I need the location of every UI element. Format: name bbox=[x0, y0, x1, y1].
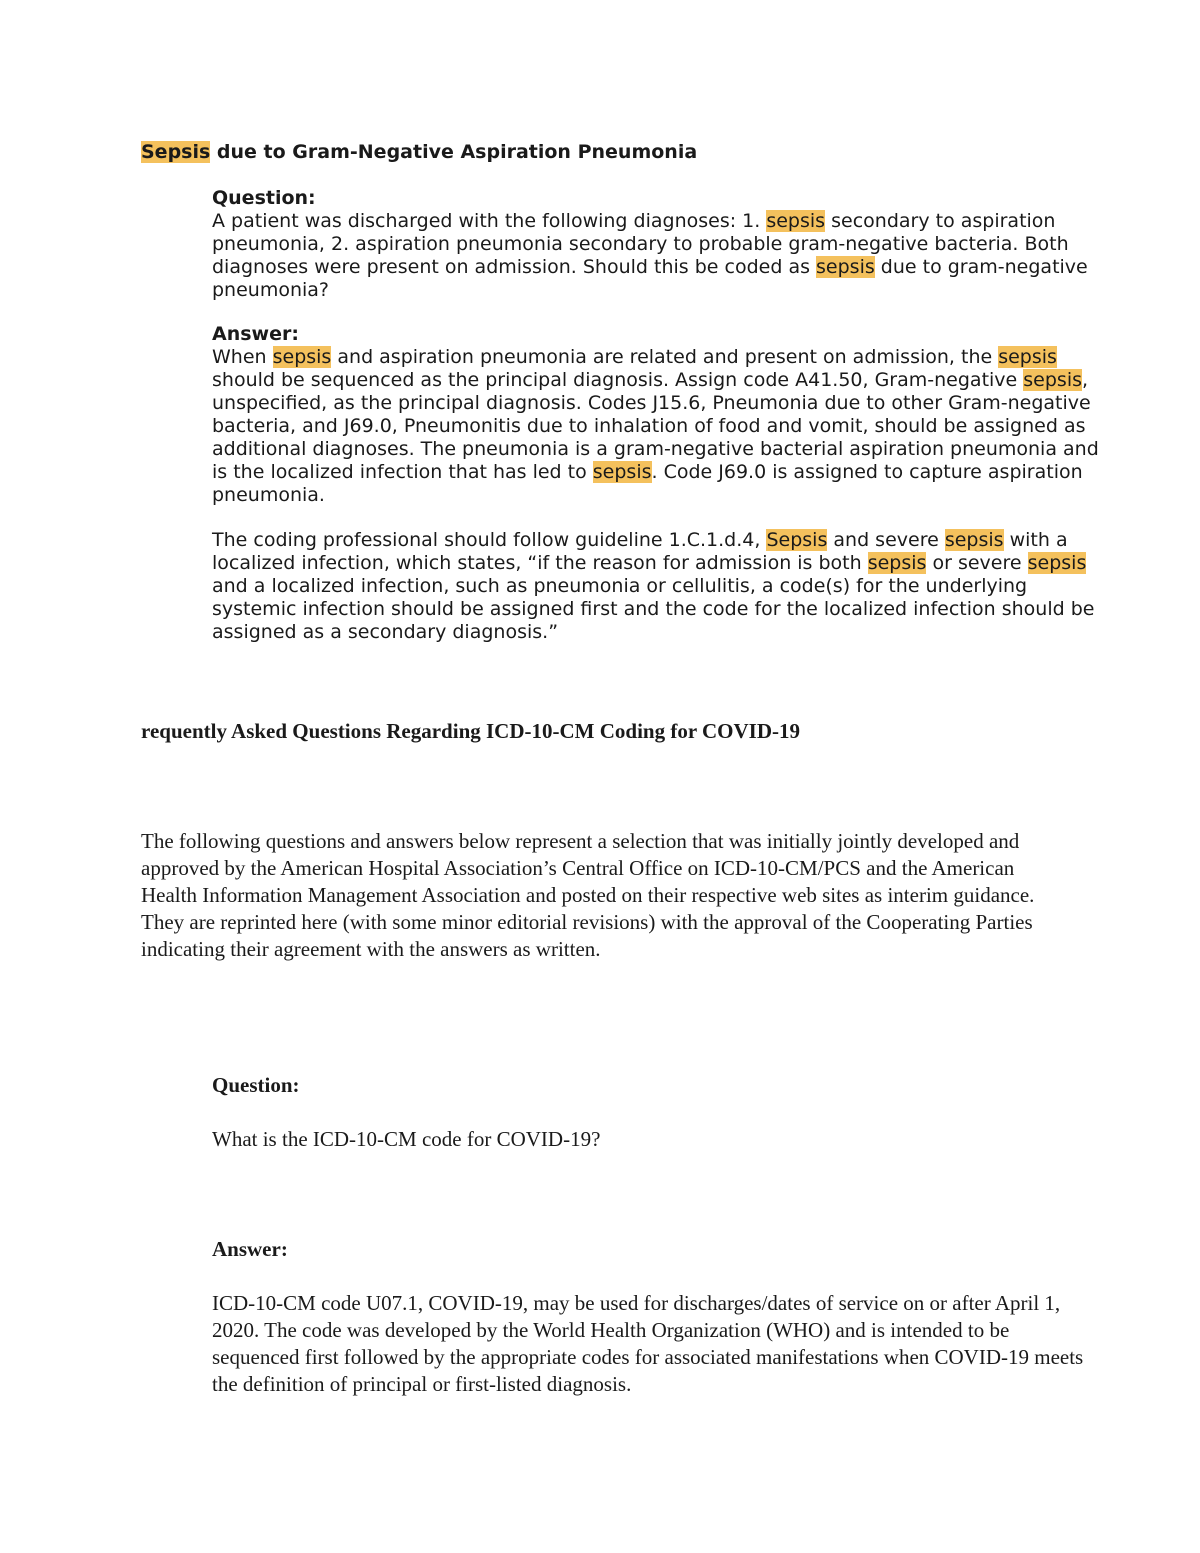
highlighted-term: sepsis bbox=[1027, 552, 1087, 574]
title-text: due to Gram-Negative Aspiration Pneumonia bbox=[210, 141, 698, 163]
text-segment: with a localized infection, which states, “if the reason for admission is both bbox=[212, 529, 1068, 574]
text-segment: A patient was discharged with the following diagnoses: 1. bbox=[212, 210, 767, 232]
highlighted-term: sepsis bbox=[592, 461, 652, 483]
covid-answer-label: Answer: bbox=[212, 1237, 288, 1261]
highlighted-term: sepsis bbox=[1023, 369, 1083, 391]
highlighted-term: Sepsis bbox=[766, 529, 828, 551]
covid-answer-text: ICD-10-CM code U07.1, COVID-19, may be used for discharges/dates of service on or after April 1, 2020. The code was developed by the World Health Organization (WHO) and is intended to be sequenced first followed by the appropriate codes for associated manifestations when COVID-19 meets the definition of principal or first-listed diagnosis. bbox=[212, 1291, 1084, 1396]
answer-label: Answer: bbox=[212, 323, 299, 345]
text-segment: When bbox=[212, 346, 273, 368]
text-segment: and severe bbox=[827, 529, 945, 551]
text-segment: should be sequenced as the principal diagnosis. Assign code A41.50, Gram-negative bbox=[212, 369, 1024, 391]
answer-paragraph bbox=[212, 346, 1112, 507]
highlighted-term: sepsis bbox=[272, 346, 332, 368]
text-segment: secondary to aspiration pneumonia, 2. aspiration pneumonia secondary to probable gram-negative bacteria. Both diagnoses were present on admission. Should this be coded as bbox=[212, 210, 1069, 278]
text-segment: or severe bbox=[926, 552, 1028, 574]
text-segment: and aspiration pneumonia are related and present on admission, the bbox=[331, 346, 999, 368]
question-paragraph bbox=[212, 210, 1112, 302]
text-segment: and a localized infection, such as pneumonia or cellulitis, a code(s) for the underlying systemic infection should be assigned first and the code for the localized infection should be assigned as a secondary diagnosis.” bbox=[212, 575, 1095, 643]
guideline-paragraph bbox=[212, 529, 1112, 644]
covid-question-label: Question: bbox=[212, 1073, 300, 1097]
highlighted-term: sepsis bbox=[944, 529, 1004, 551]
answer-block bbox=[212, 323, 1112, 507]
highlighted-term: sepsis bbox=[816, 256, 875, 278]
section-title-sepsis bbox=[141, 141, 1101, 164]
highlighted-term: sepsis bbox=[998, 346, 1057, 368]
text-segment: , unspecified, as the principal diagnosis. Codes J15.6, Pneumonia due to other Gram-negative bacteria, and J69.0, Pneumonitis due to inhalation of food and vomit, should be assigned as additional diagnoses. The pneumonia is a gram-negative bacterial aspiration pneumonia and is the localized infection that has led to bbox=[212, 369, 1099, 483]
guideline-block bbox=[212, 529, 1112, 644]
highlighted-term: sepsis bbox=[766, 210, 826, 232]
section-title-covid: requently Asked Questions Regarding ICD-10-CM Coding for COVID-19 bbox=[141, 719, 801, 743]
text-segment: due to gram-negative pneumonia? bbox=[212, 256, 1088, 301]
highlighted-term: sepsis bbox=[867, 552, 927, 574]
text-segment: . Code J69.0 is assigned to capture aspiration pneumonia. bbox=[212, 461, 1083, 506]
covid-question-text: What is the ICD-10-CM code for COVID-19? bbox=[212, 1127, 601, 1151]
question-block bbox=[212, 187, 1112, 302]
highlighted-term: Sepsis bbox=[141, 141, 211, 163]
text-segment: The coding professional should follow guideline 1.C.1.d.4, bbox=[212, 529, 767, 551]
intro-paragraph: The following questions and answers below represent a selection that was initially jointly developed and approved by the American Hospital Association’s Central Office on ICD-10-CM/PCS and the American Health Information Management Association and posted on their respective web sites as interim guidance. They are reprinted here (with some minor editorial revisions) with the approval of the Cooperating Parties indicating their agreement with the answers as written. bbox=[141, 829, 1035, 961]
question-label: Question: bbox=[212, 187, 316, 209]
